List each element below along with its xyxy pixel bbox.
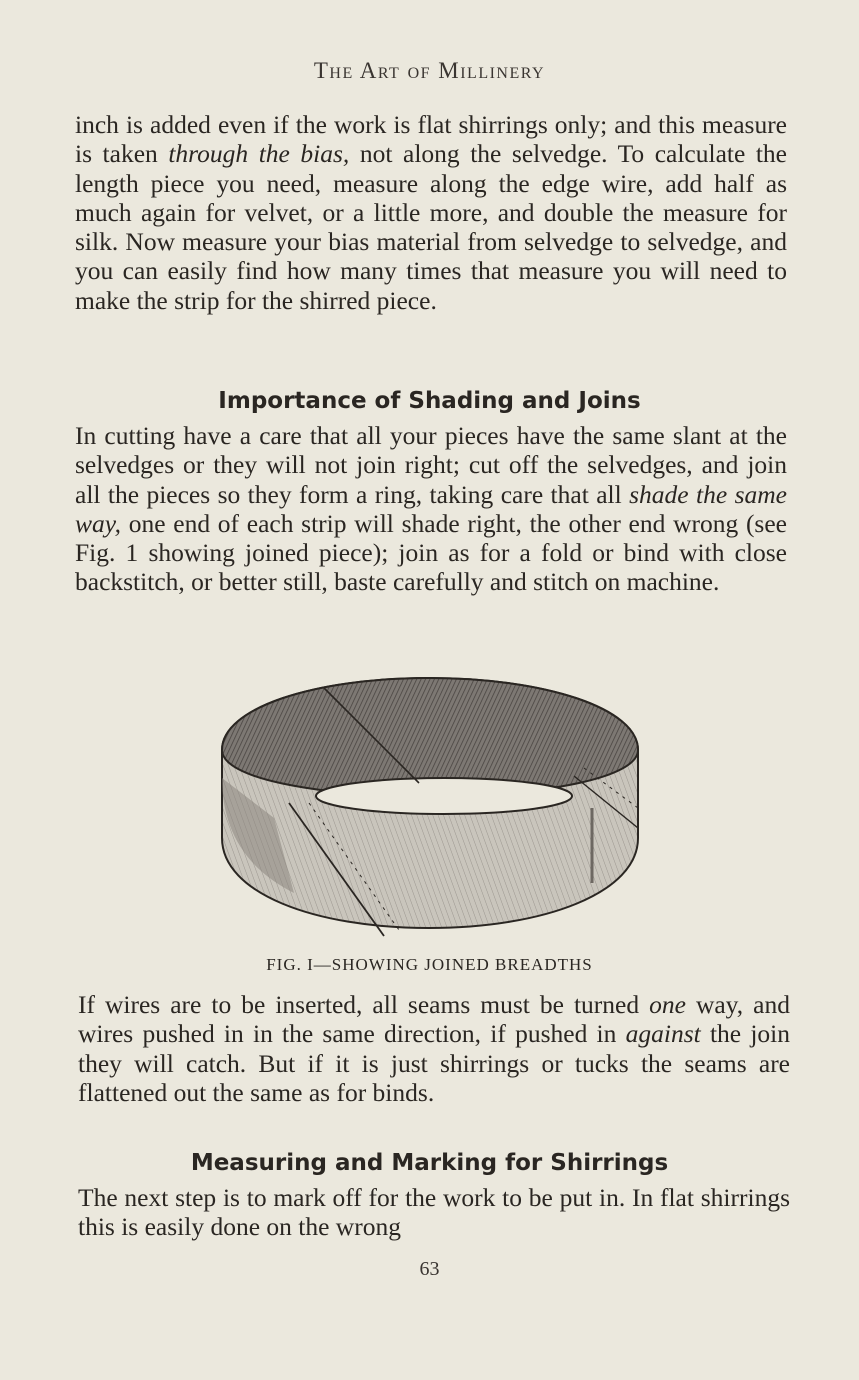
paragraph-mark-off: The next step is to mark off for the work to be put in. In flat shirrings this is easily done on the wrong (78, 1183, 790, 1242)
para2-text-a: In cutting have a care that all your pieces have the same slant at the selvedges or they will not join right; cut off the selvedges, and join all the pieces so they form a ring, taking care that all (75, 421, 787, 509)
page-number: 63 (419, 1258, 440, 1280)
section-heading-measuring-marking: Measuring and Marking for Shirrings (190, 1150, 669, 1176)
para3-text-c: the join they will catch. But if it is just shirrings or tucks the seams are flattened out the same as for binds. (78, 1019, 790, 1107)
section-heading-shading-joins: Importance of Shading and Joins (218, 388, 641, 414)
paragraph-wires-seams (78, 990, 790, 1107)
para3-text-b: way, and wires pushed in in the same direction, if pushed in (78, 990, 790, 1049)
para2-text-b: one end of each strip will shade right, the other end wrong (see Fig. 1 showing joined piece); join as for a fold or bind with close backstitch, or better still, baste carefully and stitch on machine. (75, 508, 787, 597)
para1-italic-through-the-bias: through the bias, (168, 139, 350, 169)
para1-text-a: inch is added even if the work is flat shirrings only; and this measure is taken (75, 110, 787, 169)
figure-caption: FIG. I—SHOWING JOINED BREADTHS (266, 955, 593, 974)
running-head: The Art of Millinery (313, 58, 546, 83)
paragraph-bias-measure (75, 110, 787, 315)
para2-italic-shade-same-way: shade the same way, (75, 479, 787, 538)
para3-italic-one: one (649, 990, 686, 1019)
para3-italic-against: against (625, 1019, 701, 1049)
figure-joined-breadths-ring (214, 668, 644, 946)
para3-text-a: If wires are to be inserted, all seams must be turned (78, 990, 650, 1019)
para1-text-b: not along the selvedge. To calculate the length piece you need, measure along the edge wire, add half as much again for velvet, or a little more, and double the measure for silk. Now measure your bias material from selvedge to selvedge, and you can easily find how many times that measure you will need to make the strip for the shirred piece. (75, 139, 788, 315)
paragraph-cutting-joins (75, 421, 787, 597)
